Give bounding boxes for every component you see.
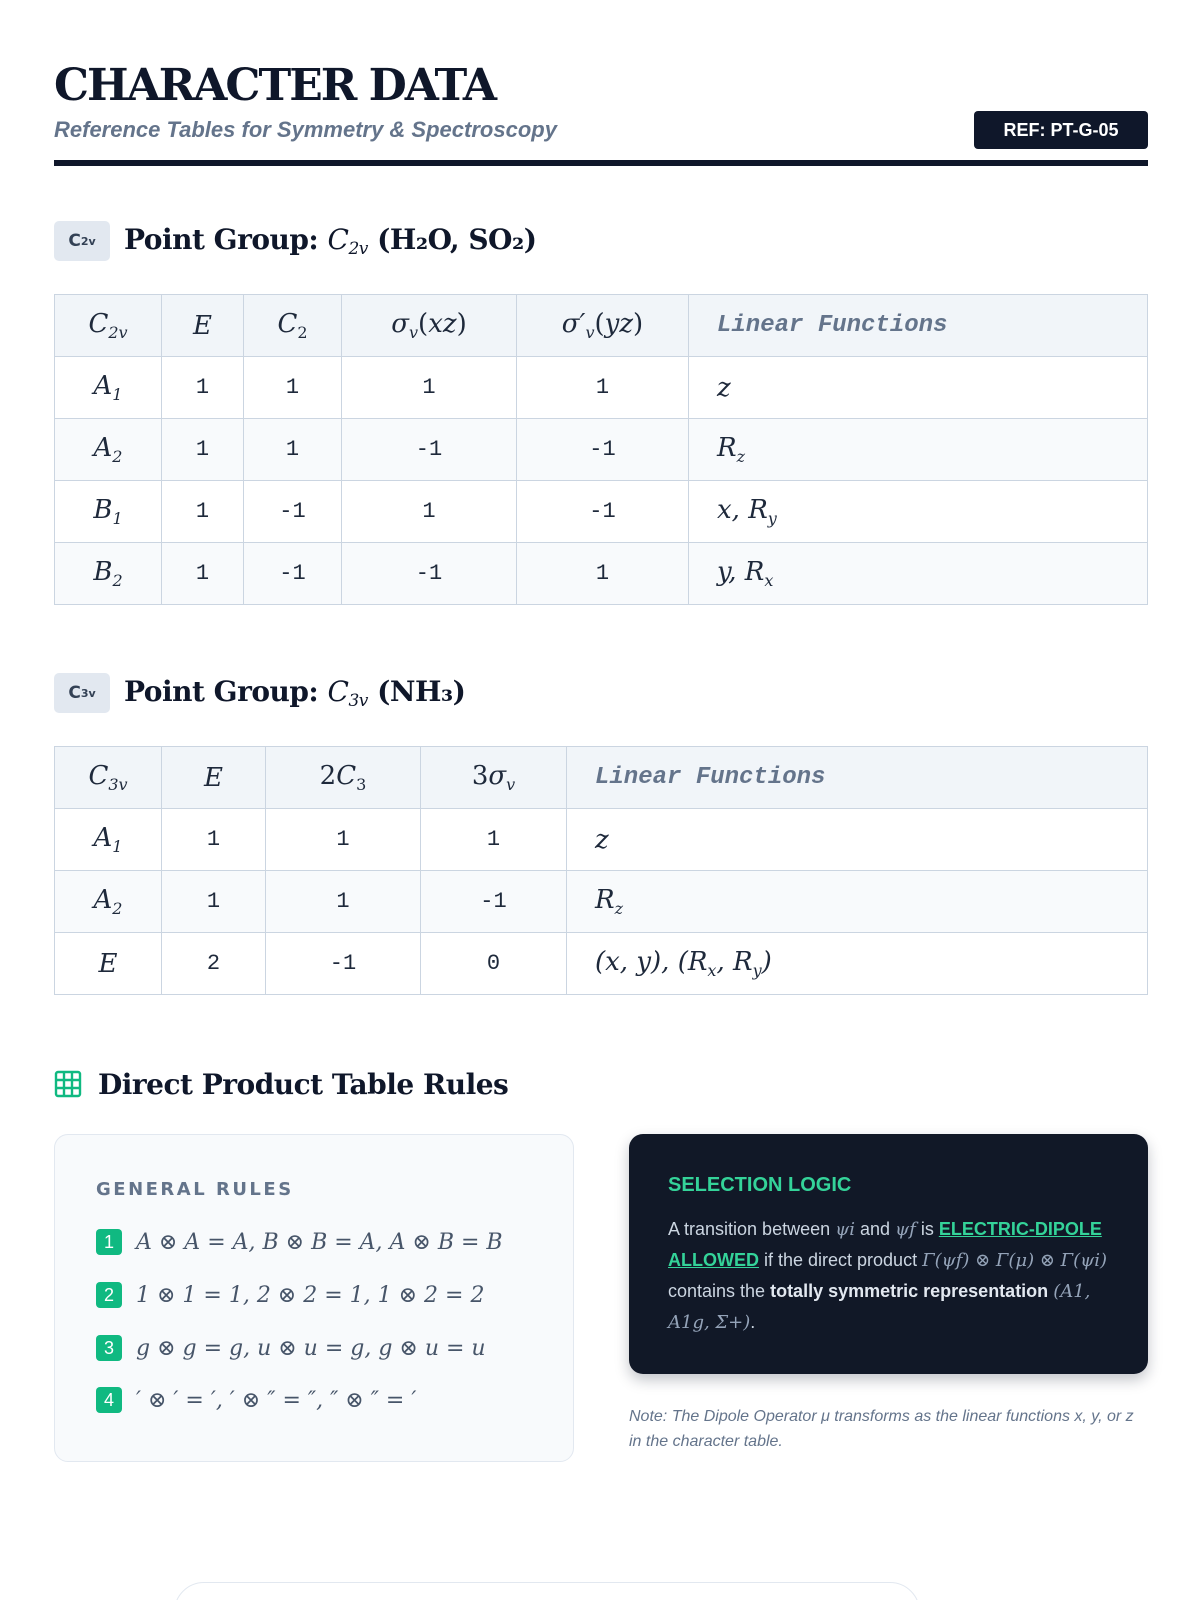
selection-logic-heading: SELECTION LOGIC [668,1174,852,1196]
linear-function: $R_z$ [567,871,1148,933]
c2v-col-sigma-xz: $\sigma_v(xz)$ [342,295,517,357]
page-title: CHARACTER DATA [54,60,495,111]
c2v-badge: C 2v [54,221,110,261]
c2v-col-e: E [162,295,244,357]
character-value: 1 [162,481,244,543]
c2v-section-heading [54,221,536,261]
c3v-character-table [54,746,1148,995]
table-row [55,419,1148,481]
character-value: -1 [244,481,342,543]
character-value: 2 [162,933,266,995]
reference-badge: REF: PT-G-05 [974,111,1148,149]
rule-text: ′ ⊗ ′ = ′, ′ ⊗ ″ = ″, ″ ⊗ ″ = ′ [136,1387,417,1413]
character-value: 1 [517,357,689,419]
direct-product-title: Direct Product Table Rules [98,1067,509,1101]
c3v-section-heading [54,673,465,713]
c2v-col-group: $C_{2v}$ [55,295,162,357]
general-rules-card [54,1134,574,1462]
character-value: 1 [342,357,517,419]
character-value: 1 [162,357,244,419]
irrep-label: $A_2$ [55,871,162,933]
character-value: -1 [421,871,567,933]
irrep-label: $A_1$ [55,809,162,871]
grid-icon [54,1070,82,1098]
character-value: -1 [342,419,517,481]
table-row [55,809,1148,871]
character-value: -1 [244,543,342,605]
character-value: 1 [266,809,421,871]
c2v-header-row [55,295,1148,357]
table-row [55,933,1148,995]
character-value: -1 [517,419,689,481]
c3v-header-row [55,747,1148,809]
character-value: 1 [244,419,342,481]
dipole-note: Note: The Dipole Operator μ transforms as the linear functions x, y, or z in the character table. [629,1408,1134,1450]
table-row [55,543,1148,605]
header-divider [54,160,1148,166]
irrep-label: $B_1$ [55,481,162,543]
general-rules-heading: GENERAL RULES [96,1179,294,1200]
c2v-col-sigma-yz: $\sigma'_v(yz)$ [517,295,689,357]
selection-logic-text: A transition between ψi and ψf is ELECTRIC-DIPOLE ALLOWED if the direct product Γ(ψf) ⊗ Γ(μ) ⊗ Γ(ψi) contains the totally symmetric representation (A1, A1g, Σ+). [668,1219,1108,1333]
c3v-col-3sigma: $3\sigma_v$ [421,747,567,809]
c2v-col-c2: $C_2$ [244,295,342,357]
footer-panel [174,1582,920,1600]
character-value: -1 [266,933,421,995]
linear-function: z [689,357,1148,419]
rule-number: 3 [96,1335,122,1361]
c3v-col-e: E [162,747,266,809]
rule-item [96,1334,486,1362]
page-subtitle: Reference Tables for Symmetry & Spectroscopy [54,117,557,142]
character-value: 0 [421,933,567,995]
c2v-title: Point Group: $C_{2v}$ (H₂O, SO₂) [124,223,537,259]
rule-number: 4 [96,1387,122,1413]
character-value: -1 [517,481,689,543]
irrep-label: E [55,933,162,995]
character-value: 1 [517,543,689,605]
character-value: 1 [421,809,567,871]
c2v-col-linear-functions: Linear Functions [689,295,1148,357]
c3v-title: Point Group: $C_{3v}$ (NH₃) [124,675,466,711]
c3v-badge: C 3v [54,673,110,713]
character-value: -1 [342,543,517,605]
table-row [55,357,1148,419]
selection-logic-card [629,1134,1148,1374]
character-value: 1 [342,481,517,543]
rule-text: 1 ⊗ 1 = 1, 2 ⊗ 2 = 1, 1 ⊗ 2 = 2 [136,1282,485,1308]
linear-function: (x, y), ($R_x$, $R_y$) [567,933,1148,995]
table-row [55,871,1148,933]
table-row [55,481,1148,543]
character-value: 1 [162,543,244,605]
rule-item [96,1386,416,1414]
character-value: 1 [162,419,244,481]
irrep-label: $A_1$ [55,357,162,419]
electric-dipole-link: ELECTRIC-DIPOLE ALLOWED [668,1219,1102,1270]
direct-product-heading [54,1064,508,1104]
character-value: 1 [244,357,342,419]
rule-item [96,1281,484,1309]
rule-item [96,1228,503,1256]
c3v-col-group: $C_{3v}$ [55,747,162,809]
rule-number: 1 [96,1229,122,1255]
character-value: 1 [162,809,266,871]
rule-text: A ⊗ A = A, B ⊗ B = A, A ⊗ B = B [136,1229,503,1255]
c3v-col-linear-functions: Linear Functions [567,747,1148,809]
character-value: 1 [266,871,421,933]
rule-number: 2 [96,1282,122,1308]
linear-function: x, $R_y$ [689,481,1148,543]
linear-function: $R_z$ [689,419,1148,481]
irrep-label: $B_2$ [55,543,162,605]
c3v-col-2c3: $2C_3$ [266,747,421,809]
c2v-character-table [54,294,1148,605]
rule-text: g ⊗ g = g, u ⊗ u = g, g ⊗ u = u [136,1335,486,1361]
linear-function: z [567,809,1148,871]
linear-function: y, $R_x$ [689,543,1148,605]
character-value: 1 [162,871,266,933]
irrep-label: $A_2$ [55,419,162,481]
